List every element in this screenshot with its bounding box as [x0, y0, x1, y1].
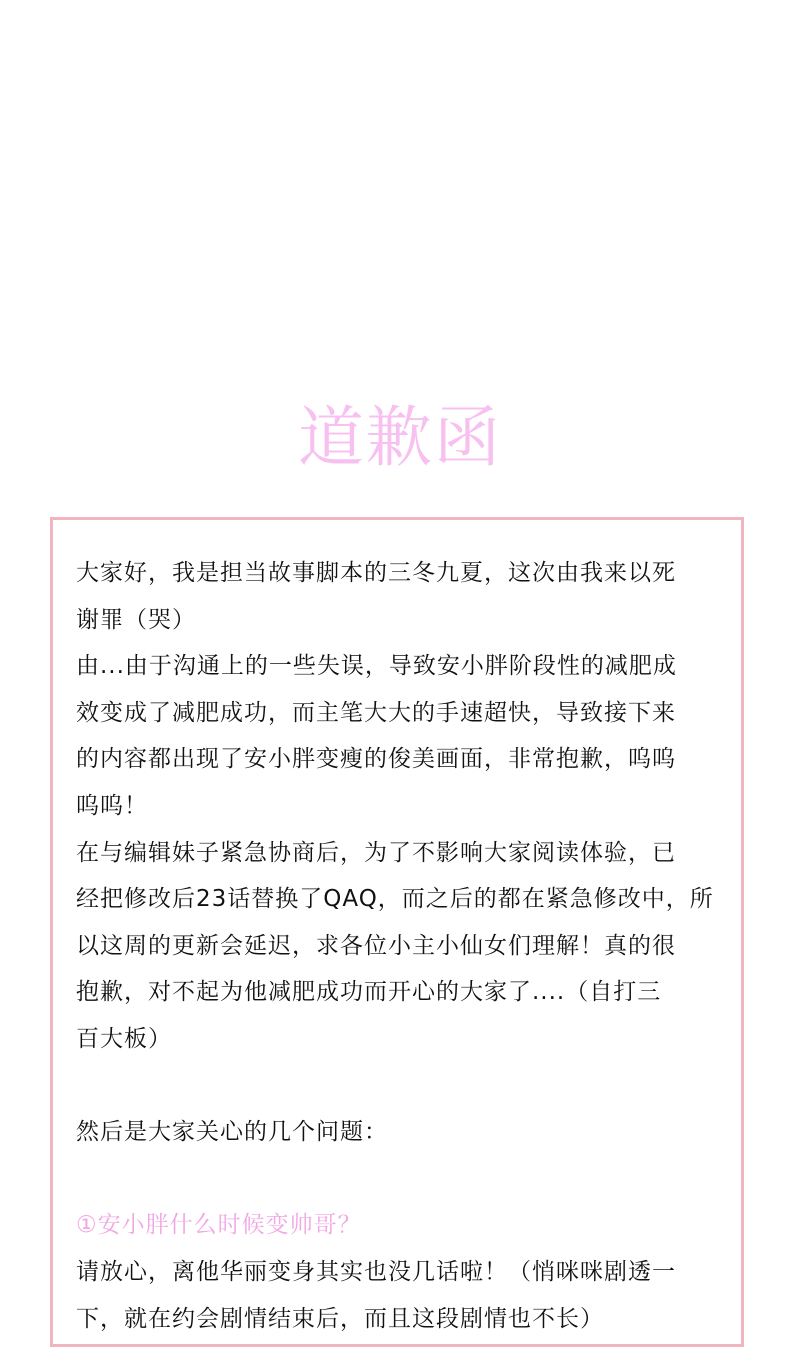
body-line: 大家好，我是担当故事脚本的三冬九夏，这次由我来以死	[76, 560, 676, 586]
body-line: 的内容都出现了安小胖变瘦的俊美画面，非常抱歉，呜呜	[76, 746, 676, 773]
body-line: 谢罪（哭）	[76, 606, 196, 633]
body-line: 由...由于沟通上的一些失误，导致安小胖阶段性的减肥成	[76, 653, 677, 680]
answer-line: 请放心，离他华丽变身其实也没几话啦！（悄咪咪剧透一	[76, 1258, 676, 1285]
blank-line	[76, 1063, 726, 1110]
body-line: 百大板）	[76, 1025, 172, 1052]
letter-body	[76, 550, 726, 1342]
blank-line	[76, 1156, 726, 1203]
body-line: 抱歉，对不起为他减肥成功而开心的大家了....（自打三	[76, 979, 662, 1006]
section-intro: 然后是大家关心的几个问题：	[76, 1119, 388, 1146]
body-line: 以这周的更新会延迟，求各位小主小仙女们理解！真的很	[76, 932, 676, 959]
answer-line: 下，就在约会剧情结束后，而且这段剧情也不长）	[76, 1305, 604, 1332]
body-line: 呜呜！	[76, 792, 148, 819]
page-title: 道歉函	[298, 399, 502, 476]
body-line: 效变成了减肥成功，而主笔大大的手速超快，导致接下来	[76, 699, 676, 726]
question-heading: ①安小胖什么时候变帅哥？	[76, 1212, 362, 1239]
body-line: 经把修改后23话替换了QAQ，而之后的都在紧急修改中，所	[76, 886, 714, 913]
body-line: 在与编辑妹子紧急协商后，为了不影响大家阅读体验，已	[76, 839, 676, 866]
